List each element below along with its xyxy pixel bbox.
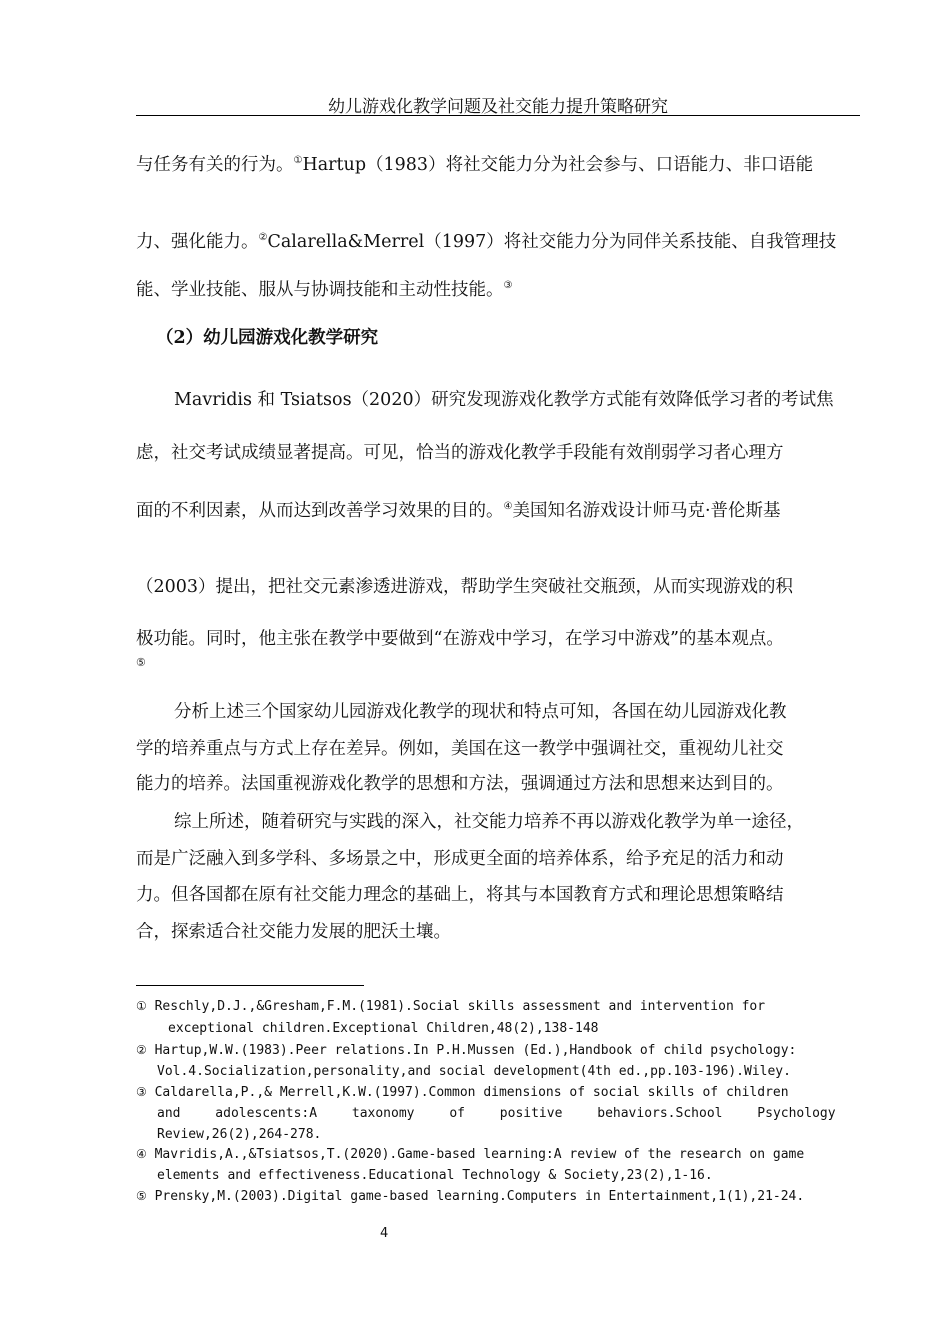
footnote-text: Mavridis,A.,&Tsiatsos,T.(2020).Game-based learning:A review of the research on game [154, 1147, 805, 1162]
footnote-ref: ① [293, 155, 303, 166]
footnote-mark: ③ [136, 1085, 147, 1099]
body-line-10: 分析上述三个国家幼儿园游戏化教学的现状和特点可知，各国在幼儿园游戏化教 [174, 702, 787, 722]
body-line-8: 极功能。同时，他主张在教学中要做到“在游戏中学习，在学习中游戏”的基本观点。 [136, 629, 784, 649]
text-segment: 力、强化能力。 [136, 232, 259, 252]
body-line-5: 虑，社交考试成绩显著提高。可见，恰当的游戏化教学手段能有效削弱学习者心理方 [136, 443, 784, 463]
body-line-2 [136, 228, 836, 253]
footnote-2 [136, 1043, 796, 1058]
body-line-4: Mavridis 和 Tsiatsos（2020）研究发现游戏化教学方式能有效降低学习者的考试焦 [174, 390, 834, 410]
body-line-13: 综上所述，随着研究与实践的深入，社交能力培养不再以游戏化教学为单一途径， [174, 812, 804, 832]
text-segment: 能、学业技能、服从与协调技能和主动性技能。 [136, 280, 504, 300]
body-line-7: （2003）提出，把社交元素渗透进游戏，帮助学生突破社交瓶颈，从而实现游戏的积 [136, 577, 794, 597]
footnote-4-cont: elements and effectiveness.Educational Technology & Society,23(2),1-16. [157, 1168, 713, 1183]
footnote-text: Hartup,W.W.(1983).Peer relations.In P.H.Mussen (Ed.),Handbook of child psychology: [154, 1043, 797, 1058]
footnote-5 [136, 1189, 804, 1204]
body-line-6 [136, 497, 781, 522]
footnote-ref: ② [258, 232, 268, 243]
body-line-3 [136, 276, 512, 301]
footnote-mark: ① [136, 999, 147, 1013]
footnote-1 [136, 999, 765, 1014]
footnote-1-cont: exceptional children.Exceptional Children,48(2),138-148 [168, 1021, 599, 1036]
body-line-11: 学的培养重点与方式上存在差异。例如，美国在这一教学中强调社交，重视幼儿社交 [136, 739, 784, 759]
footnote-mark: ④ [136, 1147, 147, 1161]
footnote-text: Caldarella,P.,& Merrell,K.W.(1997).Common dimensions of social skills of children [154, 1085, 789, 1100]
text-segment: 美国知名游戏设计师马克·普伦斯基 [512, 501, 781, 521]
footnote-3 [136, 1085, 789, 1100]
footnote-ref: ③ [503, 280, 513, 291]
header-rule [136, 115, 860, 116]
footnote-2-cont: Vol.4.Socialization,personality,and social development(4th ed.,pp.103-196).Wiley. [157, 1064, 791, 1079]
footnote-mark: ⑤ [136, 1189, 147, 1203]
body-line-14: 而是广泛融入到多学科、多场景之中，形成更全面的培养体系，给予充足的活力和动 [136, 849, 784, 869]
footnote-rule [136, 985, 364, 986]
text-segment: 与任务有关的行为。 [136, 155, 294, 175]
body-line-12: 能力的培养。法国重视游戏化教学的思想和方法，强调通过方法和思想来达到目的。 [136, 774, 784, 794]
footnote-text: Prensky,M.(2003).Digital game-based learning.Computers in Entertainment,1(1),21-24. [154, 1189, 805, 1204]
footnote-ref: ④ [503, 501, 513, 512]
footnote-4 [136, 1147, 804, 1162]
page-number: 4 [380, 1226, 389, 1241]
text-segment: 面的不利因素，从而达到改善学习效果的目的。 [136, 501, 504, 521]
running-header: 幼儿游戏化教学问题及社交能力提升策略研究 [328, 97, 668, 117]
text-segment: Calarella&Merrel（1997）将社交能力分为同伴关系技能、自我管理技 [267, 232, 837, 252]
body-line-16: 合，探索适合社交能力发展的肥沃土壤。 [136, 922, 451, 942]
body-line-15: 力。但各国都在原有社交能力理念的基础上，将其与本国教育方式和理论思想策略结 [136, 885, 784, 905]
body-line-1 [136, 151, 813, 176]
footnote-ref: ⑤ [136, 656, 146, 669]
footnote-mark: ② [136, 1043, 147, 1057]
footnote-3-cont: and adolescents:A taxonomy of positive behaviors.School Psychology [157, 1106, 836, 1121]
section-heading: （2）幼儿园游戏化教学研究 [156, 328, 379, 348]
footnote-text: Reschly,D.J.,&Gresham,F.M.(1981).Social skills assessment and intervention for [154, 999, 766, 1014]
text-segment: Hartup（1983）将社交能力分为社会参与、口语能力、非口语能 [302, 155, 814, 175]
footnote-3-cont2: Review,26(2),264-278. [157, 1127, 322, 1142]
